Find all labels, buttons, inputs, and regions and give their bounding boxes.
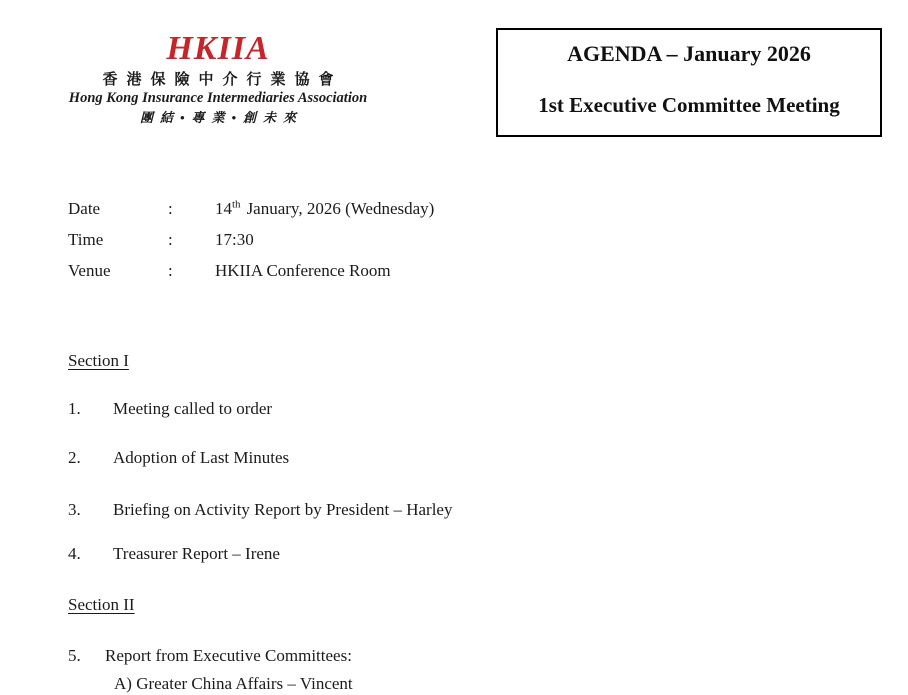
agenda-subtitle: 1st Executive Committee Meeting xyxy=(538,93,840,117)
agenda-item-4 xyxy=(68,543,280,565)
hkiia-logo xyxy=(62,32,374,125)
date-label: Date xyxy=(68,199,101,218)
agenda-header-box xyxy=(496,28,882,137)
item-2-number: 2. xyxy=(68,448,81,467)
date-colon: : xyxy=(168,199,173,218)
item-2-text: Adoption of Last Minutes xyxy=(113,448,290,467)
detail-row-time xyxy=(68,229,434,260)
time-label: Time xyxy=(68,230,104,249)
logo-chinese-name: 香港保險中介行業協會 xyxy=(102,72,343,88)
agenda-item-3 xyxy=(68,499,452,521)
venue-value: HKIIA Conference Room xyxy=(215,261,391,280)
agenda-title: AGENDA – January 2026 xyxy=(567,41,811,66)
item-4-number: 4. xyxy=(68,544,81,563)
item-5-text: Report from Executive Committees: xyxy=(105,646,352,665)
logo-acronym: HKIIA xyxy=(166,30,270,67)
time-value: 17:30 xyxy=(215,230,254,249)
section-2-heading: Section II xyxy=(68,595,135,614)
agenda-item-5 xyxy=(68,645,352,667)
agenda-subitem-a-clipped: A) Greater China Affairs – Vincent xyxy=(114,674,353,693)
time-colon: : xyxy=(168,230,173,249)
section-1-heading: Section I xyxy=(68,351,129,370)
agenda-item-1 xyxy=(68,398,272,420)
date-rest: January, 2026 (Wednesday) xyxy=(246,199,435,218)
logo-motto: 團結•專業•創未來 xyxy=(139,110,304,125)
detail-row-venue xyxy=(68,260,434,291)
item-1-number: 1. xyxy=(68,399,81,418)
date-ordinal: th xyxy=(232,198,241,211)
detail-row-date xyxy=(68,198,434,229)
agenda-item-2 xyxy=(68,447,289,469)
item-1-text: Meeting called to order xyxy=(113,399,273,418)
date-value xyxy=(215,199,434,218)
item-3-number: 3. xyxy=(68,500,81,519)
item-3-text: Briefing on Activity Report by President – Harley xyxy=(113,500,453,519)
item-5-number: 5. xyxy=(68,646,81,665)
item-4-text: Treasurer Report – Irene xyxy=(113,544,280,563)
date-day: 14 xyxy=(215,199,232,218)
venue-label: Venue xyxy=(68,261,111,280)
meeting-details xyxy=(68,198,434,291)
logo-english-name: Hong Kong Insurance Intermediaries Association xyxy=(68,90,368,106)
venue-colon: : xyxy=(168,261,173,280)
